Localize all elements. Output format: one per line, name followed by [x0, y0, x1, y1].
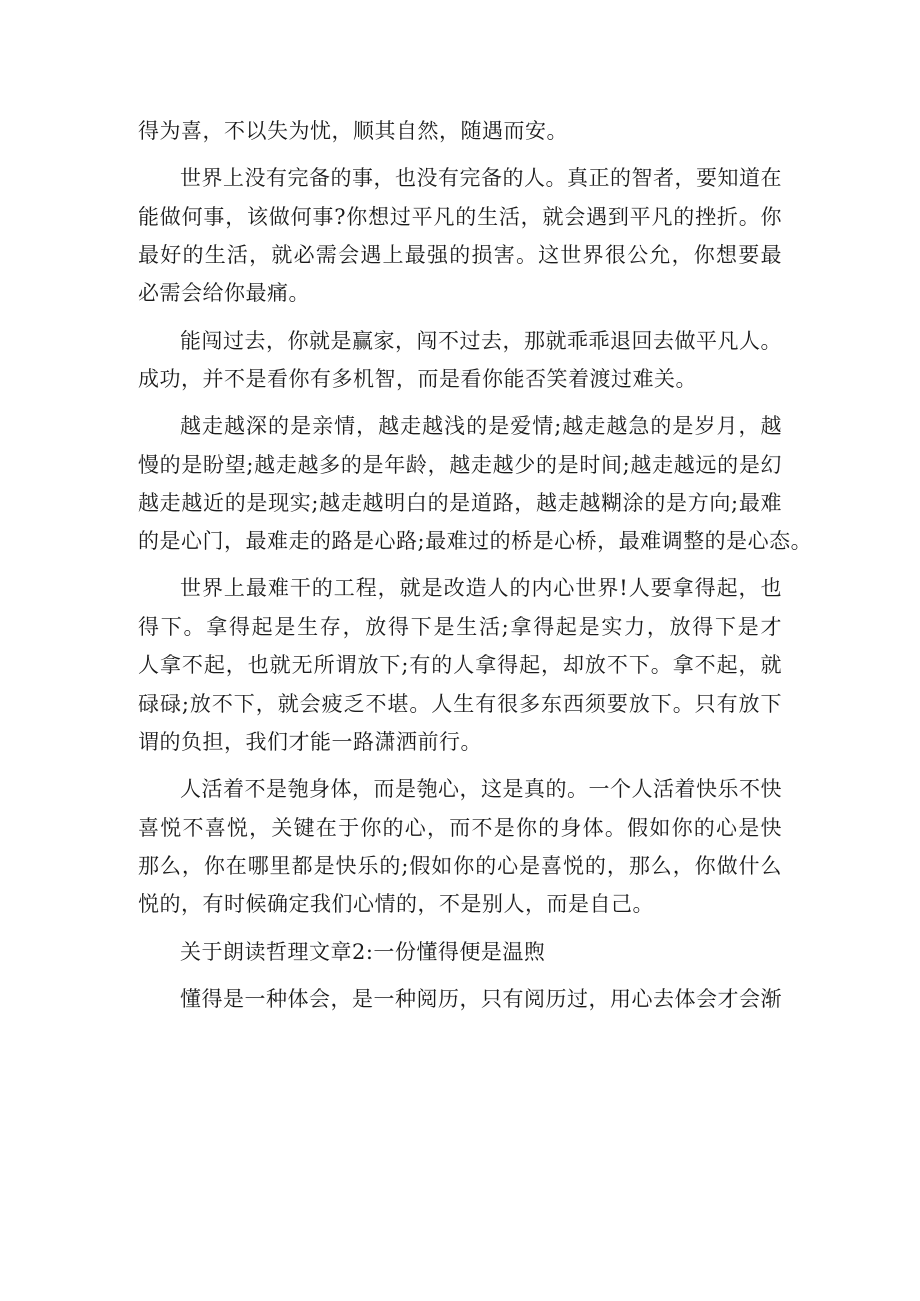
text-line: 得为喜，不以失为忧，顺其自然，随遇而安。	[138, 119, 568, 143]
text-line: 最好的生活，就必需会遇上最强的损害。这世界很公允，你想要最	[138, 242, 782, 267]
paragraph-6	[138, 770, 782, 924]
paragraph-3	[138, 322, 782, 399]
text-line: 那么，你在哪里都是快乐的;假如你的心是喜悦的，那么，你做什么	[138, 854, 782, 879]
text-line: 世界上最难干的工程，就是改造人的内心世界!人要拿得起，也	[180, 576, 782, 601]
text-line: 慢的是盼望;越走越多的是年龄，越走越少的是时间;越走越远的是幻	[138, 452, 782, 477]
text-line: 成功，并不是看你有多机智，而是看你能否笑着渡过难关。	[138, 366, 697, 391]
paragraph-1	[138, 112, 782, 150]
text-line: 的是心门，最难走的路是心路;最难过的桥是心桥，最难调整的是心态。	[138, 529, 813, 554]
text-line: 喜悦不喜悦，关键在于你的心，而不是你的身体。假如你的心是快	[138, 815, 782, 840]
paragraph-5	[138, 569, 782, 761]
text-line: 必需会给你最痛。	[138, 281, 310, 306]
text-line: 能闯过去，你就是赢家，闯不过去，那就乖乖退回去做平凡人。	[180, 328, 782, 353]
text-line: 碌碌;放不下，就会疲乏不堪。人生有很多东西须要放下。只有放下	[138, 691, 782, 716]
text-line: 越走越近的是现实;越走越明白的是道路，越走越糊涂的是方向;最难	[138, 490, 782, 515]
document-page	[138, 112, 813, 1027]
text-line: 人活着不是匏身体，而是匏心，这是真的。一个人活着快乐不快	[180, 777, 782, 802]
section-heading	[138, 933, 782, 971]
text-line: 谓的负担，我们才能一路潇洒前行。	[138, 730, 482, 755]
text-line: 得下。拿得起是生存，放得下是生活;拿得起是实力，放得下是才	[138, 614, 782, 639]
text-line: 人拿不起，也就无所谓放下;有的人拿得起，却放不下。拿不起，就	[138, 653, 782, 678]
paragraph-2	[138, 159, 782, 313]
paragraph-4	[138, 407, 813, 561]
paragraph-8	[138, 980, 782, 1018]
text-line: 世界上没有完备的事，也没有完备的人。真正的智者，要知道在	[180, 166, 782, 191]
text-line: 能做何事，该做何事?你想过平凡的生活，就会遇到平凡的挫折。你	[138, 204, 782, 229]
heading-text: 关于朗读哲理文章2:一份懂得便是温煦	[180, 939, 546, 964]
text-line: 越走越深的是亲情，越走越浅的是爱情;越走越急的是岁月，越	[180, 414, 782, 439]
text-line: 懂得是一种体会，是一种阅历，只有阅历过，用心去体会才会渐	[180, 986, 782, 1011]
text-line: 悦的，有时候确定我们心情的，不是别人，而是自己。	[138, 892, 654, 917]
